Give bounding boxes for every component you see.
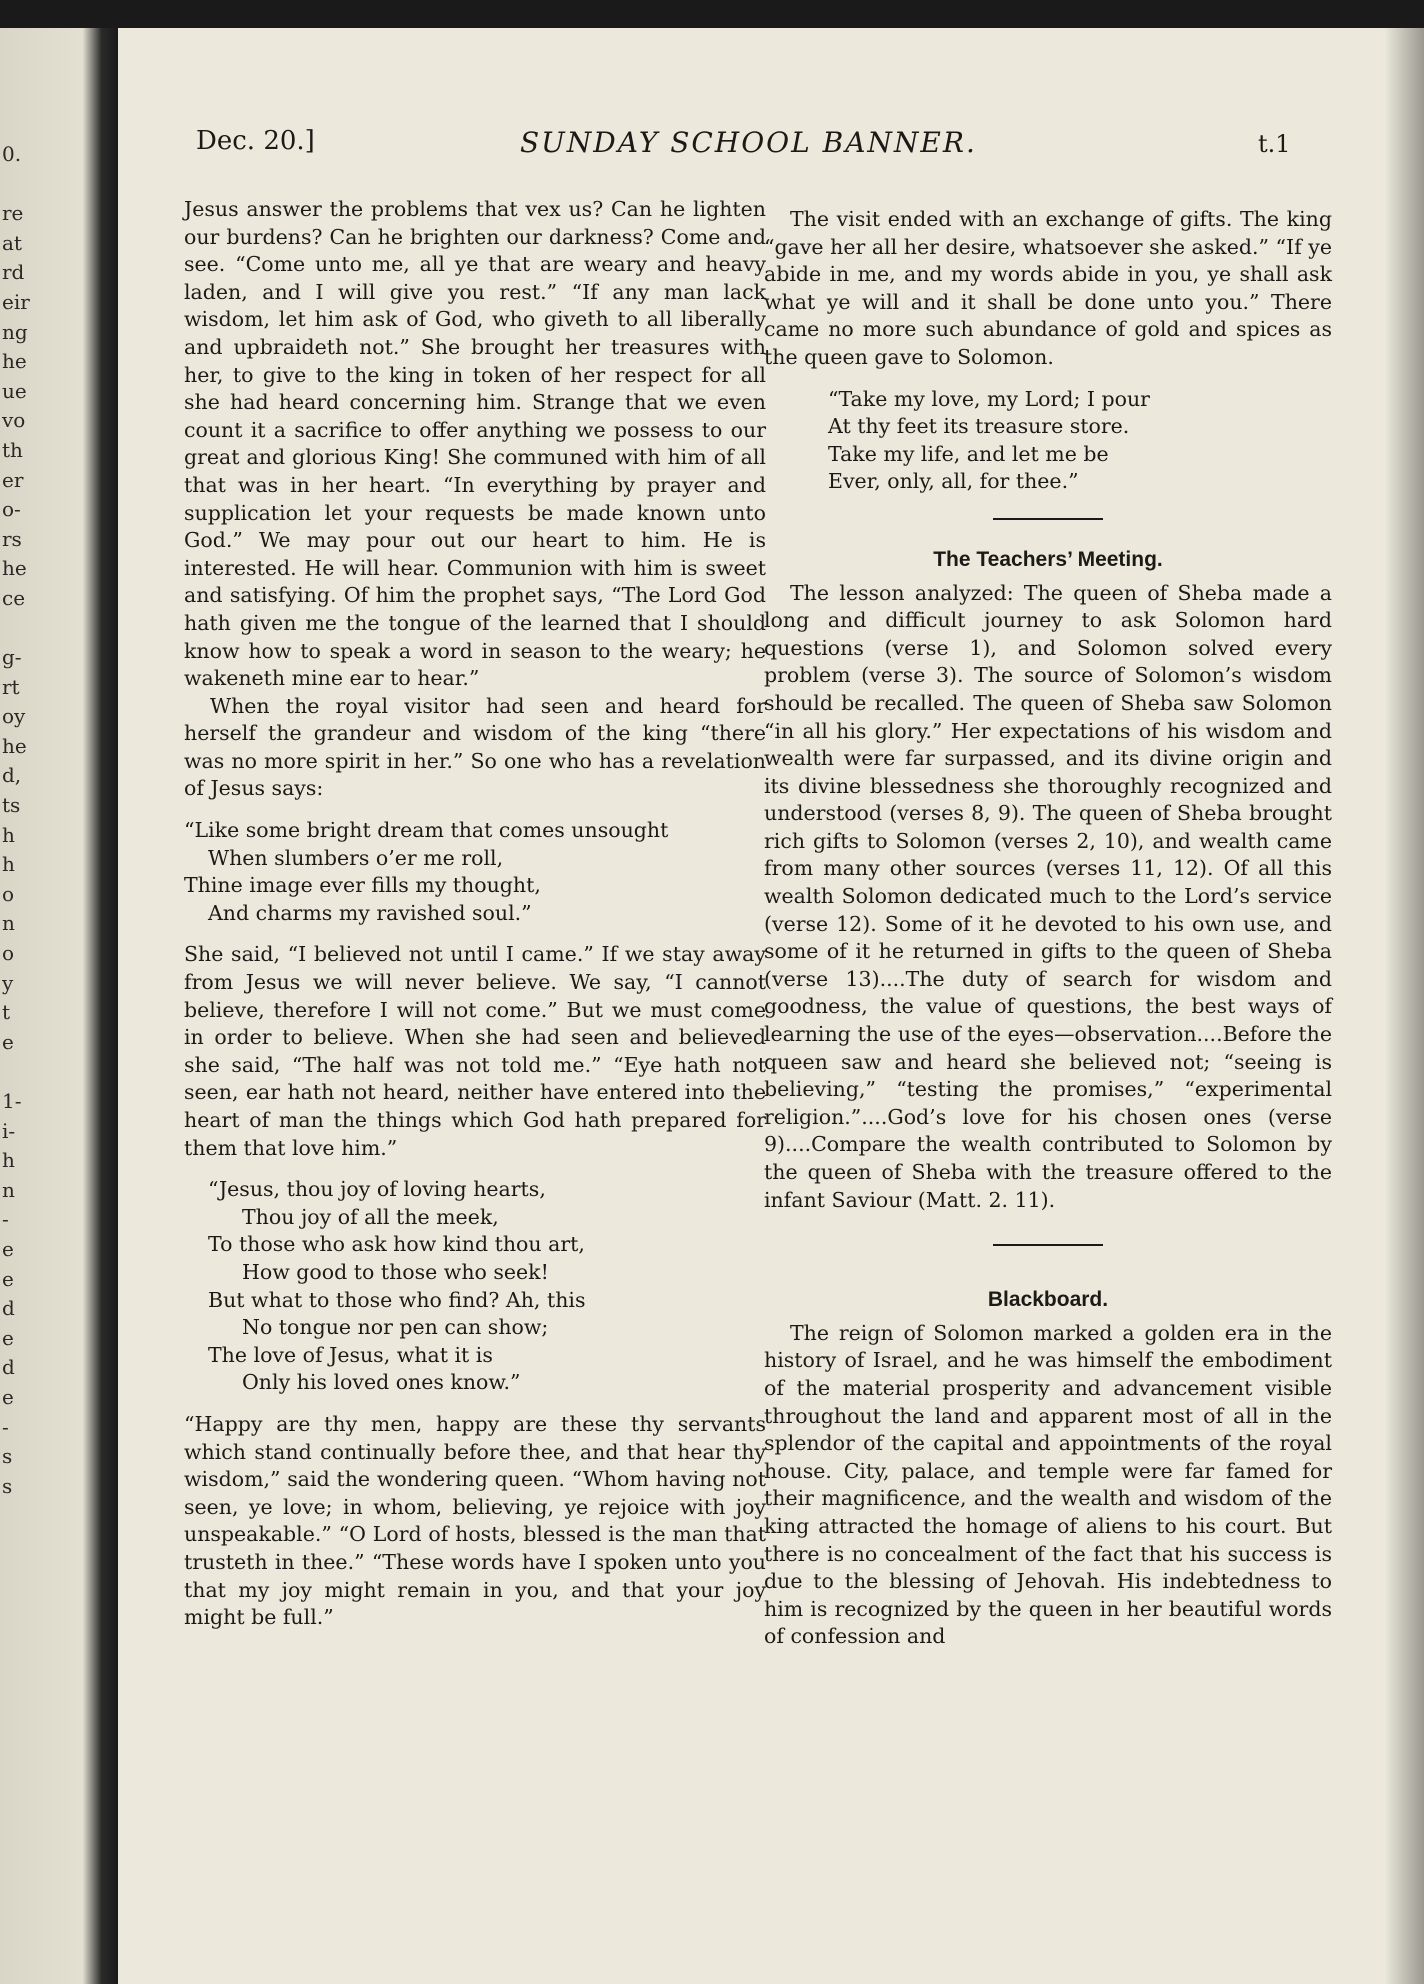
section-divider bbox=[993, 1244, 1103, 1246]
prev-page-fragment: - bbox=[2, 1207, 9, 1232]
prev-page-fragment: e bbox=[2, 1236, 14, 1261]
verse-line: No tongue nor pen can show; bbox=[242, 1315, 549, 1340]
prev-page-fragment: e bbox=[2, 1029, 14, 1054]
prev-page-fragment: t bbox=[2, 1000, 11, 1025]
prev-page-fragment: rs bbox=[2, 526, 22, 551]
prev-page-fragment: ts bbox=[2, 793, 21, 818]
prev-page-fragment bbox=[2, 1057, 82, 1087]
prev-page-fragment: d bbox=[2, 1296, 15, 1321]
prev-page-fragment: e bbox=[2, 1266, 14, 1291]
prev-page-fragment: at bbox=[2, 230, 22, 255]
verse-line: “Like some bright dream that comes unsought bbox=[184, 818, 669, 843]
left-column bbox=[184, 196, 766, 1632]
prev-page-fragment: ue bbox=[2, 378, 27, 403]
prev-page-fragment bbox=[2, 614, 82, 644]
page bbox=[150, 28, 1360, 1984]
prev-page-fragment: er bbox=[2, 467, 24, 492]
prev-page-fragment: d, bbox=[2, 763, 22, 788]
page-edge-shadow bbox=[1384, 28, 1424, 1984]
blackboard-text: The reign of Solomon marked a golden era in the history of Israel, and he was himself the embodiment of the material prosperity and advancement visible throughout the land and apparent most of all in the splendor of the capital and appointments of the royal house. City, palace, and temple were far famed for their magnificence, and the wealth and wisdom of the king attracted the homage of aliens to his court. But there is no concealment of the fact that his success is due to the blessing of Jehovah. His indebtedness to him is recognized by the queen in her beautiful words of confession and bbox=[764, 1320, 1332, 1649]
prev-page-fragment: eir bbox=[2, 289, 30, 314]
teachers-meeting-text: The lesson analyzed: The queen of Sheba made a long and difficult journey to ask Solomon hard questions (verse 1), and Solomon solved every problem (verse 3). The source of Solomon’s wisdom should be recalled. The queen of Sheba saw Solomon “in all his glory.” Her expectations of his wisdom and wealth were far surpassed, and its divine origin and its divine blessedness she thoroughly recognized and understood (verses 8, 9). The queen of Sheba brought rich gifts to Solomon (verses 2, 10), and wealth came from many other sources (verses 11, 12). Of all this wealth Solomon dedicated much to the Lord’s service (verse 12). Some of it he devoted to his own use, and some of it he returned in gifts to the queen of Sheba (verse 13)....The duty of search for wisdom and goodness, the value of questions, the best ways of learning the use of the eyes—observation....Before the queen saw and heard she believed not; “seeing is believing,” “testing the promises,” “experimental religion.”....God’s love for his chosen ones (verse 9)....Compare the wealth contributed to Solomon by the queen of Sheba with the treasure offered to the infant Saviour (Matt. 2. 11). bbox=[764, 580, 1332, 1212]
verse-line: But what to those who find? Ah, this bbox=[208, 1287, 586, 1312]
header-title: SUNDAY SCHOOL BANNER. bbox=[520, 126, 977, 159]
prev-page-fragment: o bbox=[2, 941, 15, 966]
section-divider bbox=[993, 518, 1103, 520]
prev-page-fragment: he bbox=[2, 556, 27, 581]
teachers-meeting-heading: The Teachers’ Meeting. bbox=[933, 547, 1163, 571]
verse-line: Ever, only, all, for thee.” bbox=[828, 469, 1079, 494]
header-date: Dec. 20.] bbox=[196, 126, 315, 156]
prev-page-fragment: vo bbox=[2, 408, 26, 433]
verse-line: Thou joy of all the meek, bbox=[242, 1204, 499, 1229]
prev-page-fragment: d bbox=[2, 1355, 15, 1380]
verse-block bbox=[828, 386, 1332, 496]
running-header bbox=[150, 126, 1360, 166]
scan-top-edge bbox=[0, 0, 1424, 28]
prev-page-fragment: n bbox=[2, 911, 15, 936]
verse-line: How good to those who seek! bbox=[242, 1259, 549, 1284]
prev-page-fragment: rt bbox=[2, 674, 20, 699]
paragraph: She said, “I believed not until I came.” If we stay away from Jesus we will never believe. We say, “I cannot believe, therefore I will not come.” But we must come in order to believe. When she had seen and believed she said, “The half was not told me.” “Eye hath not seen, ear hath not heard, neither have entered into the heart of man the things which God hath prepared for them that love him.” bbox=[184, 942, 766, 1160]
prev-page-fragment: th bbox=[2, 437, 23, 462]
paragraph: When the royal visitor had seen and heard for herself the grandeur and wisdom of the king “there was no more spirit in her.” So one who has a revelation of Jesus says: bbox=[184, 693, 766, 801]
prev-page-fragment: s bbox=[2, 1444, 13, 1469]
blackboard-heading: Blackboard. bbox=[987, 1288, 1109, 1312]
verse-line: Only his loved ones know.” bbox=[242, 1370, 521, 1395]
prev-page-fragment: n bbox=[2, 1177, 15, 1202]
paragraph: Jesus answer the problems that vex us? Can he lighten our burdens? Can he brighten our darkness? Come and see. “Come unto me, all ye that are weary and heavy laden, and I will give you rest.” “If any man lack wisdom, let him ask of God, who giveth to all liberally and upbraideth not.” She brought her treasures with her, to give to the king in token of her respect for all she had heard concerning him. Strange that we even count it a sacrifice to offer anything we possess to our great and glorious King! She communed with him of all that was in her heart. “In everything by prayer and supplication let your requests be made known unto God.” We may pour out our heart to him. He is interested. He will hear. Communion with him is sweet and satisfying. Of him the prophet says, “The Lord God hath given me the tongue of the learned that I should know how to speak a word in season to the weary; he wakeneth mine ear to hear.” bbox=[184, 197, 766, 691]
verse-line: And charms my ravished soul.” bbox=[208, 900, 532, 925]
verse-block bbox=[184, 817, 766, 927]
prev-page-fragment: 1- bbox=[2, 1089, 22, 1113]
prev-page-fragment bbox=[2, 170, 82, 200]
verse-line: At thy feet its treasure store. bbox=[828, 414, 1130, 439]
prev-page-fragment: - bbox=[2, 1414, 9, 1439]
header-page-number: t.1 bbox=[1258, 130, 1291, 158]
prev-page-fragment: 0. bbox=[2, 142, 22, 166]
prev-page-fragment: ce bbox=[2, 585, 26, 610]
verse-line: Thine image ever fills my thought, bbox=[184, 873, 541, 898]
prev-page-fragment: ng bbox=[2, 319, 28, 344]
prev-page-fragment: y bbox=[2, 970, 14, 995]
prev-page-fragment: o bbox=[2, 881, 15, 906]
prev-page-fragment: he bbox=[2, 733, 27, 758]
prev-page-fragment: e bbox=[2, 1325, 14, 1350]
right-column bbox=[764, 206, 1332, 1651]
verse-line: “Take my love, my Lord; I pour bbox=[828, 386, 1150, 411]
verse-line: The love of Jesus, what it is bbox=[208, 1342, 493, 1367]
verse-block bbox=[184, 1176, 766, 1397]
paragraph: The visit ended with an exchange of gifts. The king “gave her all her desire, whatsoever she asked.” “If ye abide in me, and my words abide in you, ye shall ask what ye will and it shall be done unto you.” There came no more such abundance of gold and spices as the queen gave to Solomon. bbox=[764, 207, 1332, 369]
prev-page-fragment: h bbox=[2, 1148, 15, 1173]
previous-page-fragments bbox=[2, 140, 82, 1501]
prev-page-fragment: o- bbox=[2, 497, 21, 522]
prev-page-fragment: he bbox=[2, 349, 27, 374]
prev-page-fragment: re bbox=[2, 201, 24, 226]
verse-line: To those who ask how kind thou art, bbox=[208, 1232, 585, 1257]
prev-page-fragment: i- bbox=[2, 1118, 16, 1143]
verse-line: “Jesus, thou joy of loving hearts, bbox=[208, 1177, 546, 1202]
prev-page-fragment: h bbox=[2, 822, 15, 847]
prev-page-fragment: rd bbox=[2, 260, 25, 285]
prev-page-fragment: s bbox=[2, 1473, 13, 1498]
verse-line: Take my life, and let me be bbox=[828, 441, 1109, 466]
prev-page-fragment: g- bbox=[2, 645, 22, 670]
verse-line: When slumbers o’er me roll, bbox=[208, 845, 504, 870]
prev-page-fragment: e bbox=[2, 1384, 14, 1409]
paragraph: “Happy are thy men, happy are these thy servants which stand continually before thee, and that hear thy wisdom,” said the wondering queen. “Whom having not seen, ye love; in whom, believing, ye rejoice with joy unspeakable.” “O Lord of hosts, blessed is the man that trusteth in thee.” “These words have I spoken unto you that my joy might remain in you, and that your joy might be full.” bbox=[184, 1411, 766, 1630]
prev-page-fragment: h bbox=[2, 852, 15, 877]
prev-page-fragment: oy bbox=[2, 704, 26, 729]
